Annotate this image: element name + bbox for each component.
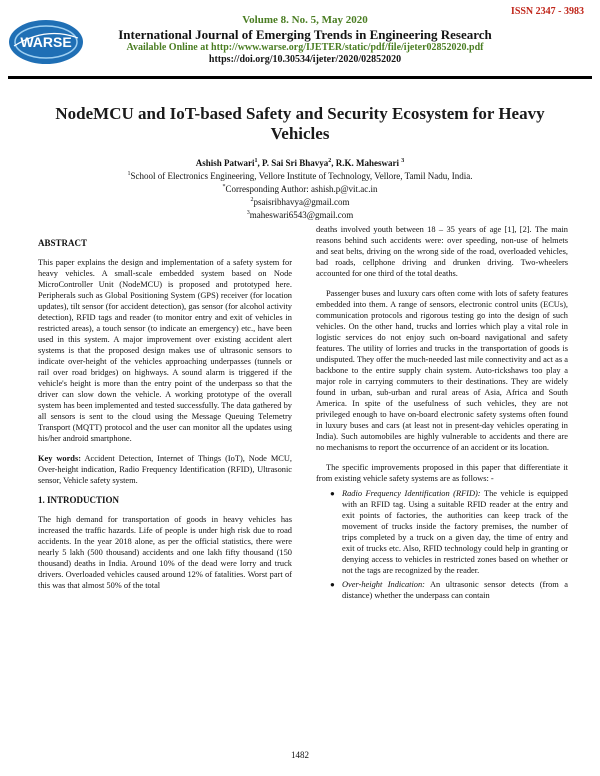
left-column <box>38 238 292 600</box>
affiliation: $^1$School of Electronics Engineering, Vellore Institute of Technology, Vellore, Tamil Nadu, India. <box>127 171 473 181</box>
author-names: Ashish Patwari$^1$, P. Sai Sri Bhavya$^2$, R.K. Maheswari $^3$ <box>195 158 405 168</box>
logo-text: WARSE <box>20 34 72 50</box>
bullet-icon: ● <box>330 580 335 589</box>
keywords: Key words: Accident Detection, Internet of Things (IoT), Node MCU, Over-height indication, Radio Frequency Identification (RFID), Ultrasonic sensor, Vehicle safety system. <box>38 454 292 485</box>
intro-paragraph-1-continued: deaths involved youth between 18 – 35 years of age [1], [2]. The main reasons behind such accidents were: over speeding, non-use of helmets and seat belts, driving on the wrong side of the road, overloaded vehicles, bad roads, cellphone driving and drunken driving. Two-wheelers accounted for one third of the total deaths. <box>316 225 568 278</box>
warse-logo <box>6 16 86 68</box>
abstract-heading: ABSTRACT <box>38 238 88 248</box>
author-block <box>40 156 560 221</box>
journal-title: International Journal of Emerging Trends in Engineering Research <box>118 27 492 42</box>
available-online-link[interactable]: Available Online at http://www.warse.org/IJETER/static/pdf/file/ijeter02852020.pdf <box>126 42 484 53</box>
issn-label: ISSN 2347 - 3983 <box>510 6 584 17</box>
doi-link[interactable]: https://doi.org/10.30534/ijeter/2020/02852020 <box>208 54 402 65</box>
email-3: $^3$maheswari6543@gmail.com <box>246 210 354 220</box>
header-divider <box>8 76 592 79</box>
intro-paragraph-1: The high demand for transportation of goods in heavy vehicles has increased the traffic hazards. Life of people is under high risk due to road accidents. In the year 2018 alone, as per the official statistics, there were nearly 5 lakh (500 thousand) accidents and one lakh fifty thousand (150 thousand) deaths in India. Around 10% of the dead were lorry and truck drivers. Overloaded vehicles caused around 12% of fatalities. Worst part of this was that almost 50% of the total <box>38 515 292 590</box>
intro-paragraph-2: Passenger buses and luxury cars often come with lots of safety features embedded into them. A range of sensors, electronic control units (ECUs), communication protocols and rigorous testing go into the design of such vehicles. On the other hand, trucks and lorries which play a vital role in logistic services do not enjoy such on-board navigational and safety features. The utility of lorries and trucks in the transportation of goods is undisputed. They offer the much-needed last mile connectivity and act as a backbone to the entire supply chain system. Auto-rickshaws too play a major role in carrying commuters to their destinations. They are widely found in urban, sub-urban and rural areas of Asia, Africa and South America. In spite of the usefulness of such vehicles, they are not privileged enough to have on-board electronic safety systems often found in luxury buses and cars (at least not in present-day vehicles operating in India). Such automobiles are highly vulnerable to accidents and there are no mechanisms to report the occurrence of an accident or its location. <box>316 289 568 452</box>
journal-header <box>90 14 520 66</box>
bullet-icon: ● <box>330 489 335 498</box>
email-2: $^2$psaisribhavya@gmail.com <box>250 197 350 207</box>
paper-title: NodeMCU and IoT-based Safety and Security Ecosystem for Heavy Vehicles <box>55 104 545 143</box>
introduction-heading: 1. INTRODUCTION <box>38 495 120 505</box>
page-number: 1482 <box>291 750 309 760</box>
corresponding-author: *Corresponding Author: ashish.p@vit.ac.in <box>222 184 378 194</box>
list-item: ● Radio Frequency Identification (RFID): The vehicle is equipped with an RFID tag. Using a suitable RFID reader at the entry and exit points of factories, the authorities can keep track of the movement of trucks inside the factory premises, the number of trips completed by a truck on a given day, the time of entry and exit of trucks etc. Also, RFID technology could help in granting or denying access to vehicles in restricted zones based on whether or not the tags are recognized by the reader. <box>330 489 568 575</box>
improvements-list <box>330 488 568 601</box>
volume-line: Volume 8. No. 5, May 2020 <box>242 14 368 26</box>
intro-paragraph-3: The specific improvements proposed in this paper that differentiate it from existing vehicle safety systems are as follows: - <box>316 463 568 483</box>
list-item: ● Over-height Indication: An ultrasonic sensor detects (from a distance) whether the underpass can contain <box>330 580 568 600</box>
right-column <box>316 224 568 604</box>
abstract-text: This paper explains the design and implementation of a safety system for heavy vehicles. A small-scale embedded system based on Node MicroController Unit (NodeMCU) is proposed and prototyped here. Peripherals such as Global Positioning System (GPS) receiver (for location updates), tilt sensor (for accident detection), gas sensor (for alcohol activity detection), RFID tags and reader (to monitor entry and exit of vehicles in restricted areas), a touch sensor (to indicate an emergency) etc., have been used in this system. A major improvement over existing accident alert systems is that the proposed design makes use of ultrasonic sensors to indicate over-height of the vehicles approaching underpasses (tunnels or rail over road bridges) on highways. A sound alarm is triggered if the vehicle's height is more than the entry point of the underpass so that the driver can slow down the vehicle. A working prototype of the overall system has been implemented and tested successfully. The data gathered by all sensors is sent to the cloud using the Message Queuing Telemetry Transport (MQTT) protocol and the user can monitor all the updates using his/her android smartphone. <box>38 258 292 443</box>
